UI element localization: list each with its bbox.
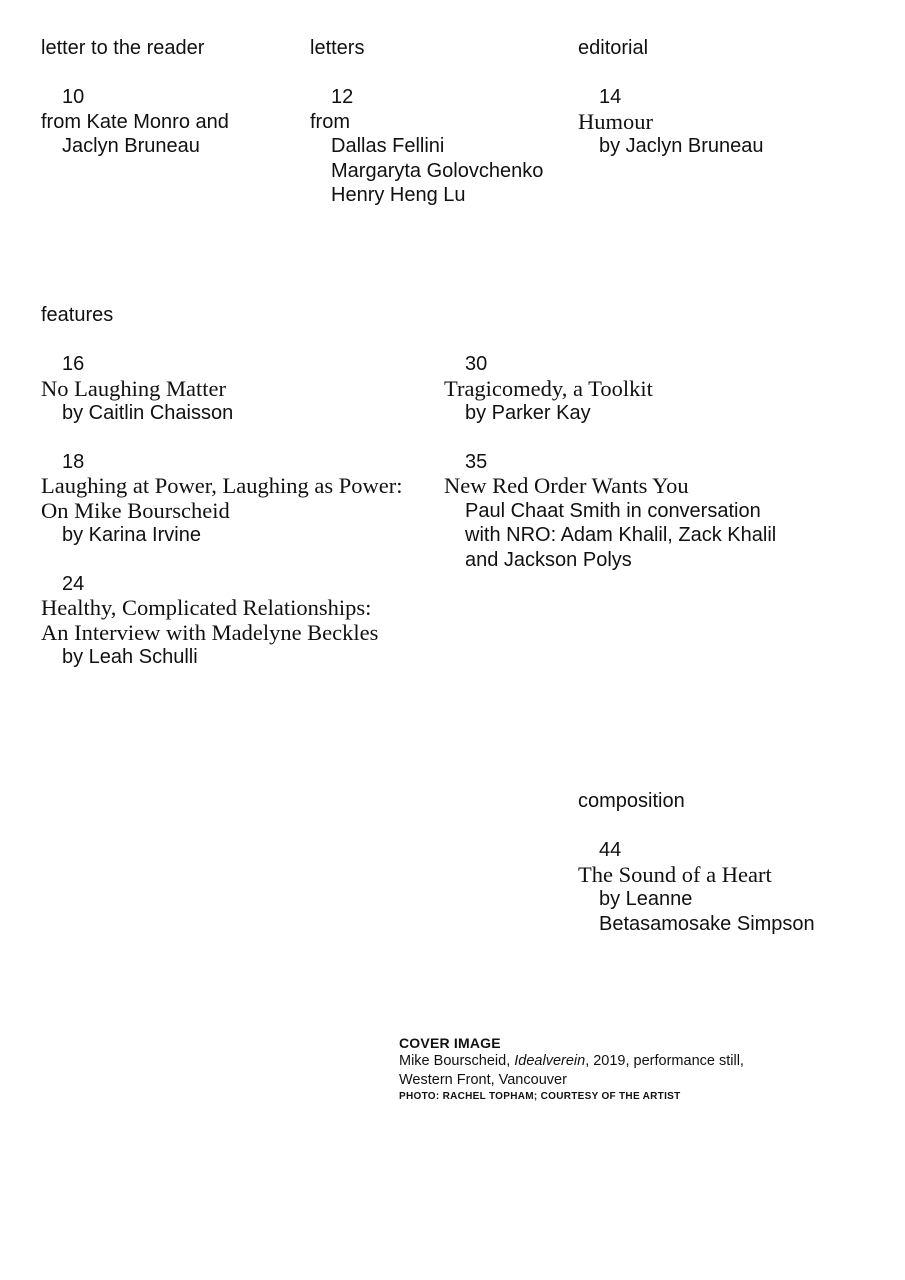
page-number: 14 [599,86,622,108]
entry-byline: by Leanne [599,888,693,910]
page-number: 12 [331,86,354,108]
page-number: 18 [62,450,85,473]
section-heading: letters [310,37,365,59]
caption-work-title: Idealverein [514,1053,586,1069]
section-heading: editorial [578,37,649,59]
features-right-column [444,352,776,572]
entry-byline: from Kate Monro and [41,110,229,133]
page-number: 30 [465,353,488,375]
section-heading: letter to the reader [41,37,205,59]
section-heading: features [41,304,114,326]
entry-title: The Sound of a Heart [578,861,772,887]
letter-to-reader-section [41,36,229,159]
letter-author: Dallas Fellini [331,135,445,157]
letter-author: Henry Heng Lu [331,184,466,206]
page-number: 16 [62,353,85,375]
caption-artist: Mike Bourscheid [399,1053,507,1069]
entry-byline: by Jaclyn Bruneau [599,135,764,157]
caption-work-details: , 2019, performance still, [585,1053,744,1069]
page-number: 10 [62,86,85,108]
page-number: 44 [599,839,622,861]
caption-details: Mike Bourscheid, Idealverein, 2019, performance still, [399,1053,744,1069]
from-label: from [310,110,350,133]
entry-byline: and Jackson Polys [465,548,632,571]
cover-image-caption [399,1034,744,1105]
entry-title: Tragicomedy, a Toolkit [444,375,653,401]
letter-author: Margaryta Golovchenko [331,159,544,182]
section-heading: composition [578,790,685,812]
entry-title: No Laughing Matter [41,375,226,401]
entry-byline: by Leah Schulli [62,646,198,668]
entry-byline: Paul Chaat Smith in conversation [465,499,761,522]
entry-title: Humour [578,108,653,134]
entry-byline: by Karina Irvine [62,524,201,546]
feature-entry [41,572,403,670]
entry-title: An Interview with Madelyne Beckles [41,619,379,645]
letters-section [310,36,543,208]
entry-byline: by Caitlin Chaisson [62,402,234,424]
feature-entry [41,450,403,548]
entry-byline: by Parker Kay [465,402,591,424]
composition-section [578,789,815,936]
caption-heading: COVER IMAGE [399,1035,501,1051]
entry-title: Laughing at Power, Laughing as Power: [41,473,403,498]
caption-location: Western Front, Vancouver [399,1071,567,1088]
entry-title: Healthy, Complicated Relationships: [41,595,372,620]
entry-byline: with NRO: Adam Khalil, Zack Khalil [465,524,777,546]
page-number: 35 [465,450,488,473]
feature-entry [444,352,776,426]
entry-byline: Betasamosake Simpson [599,912,815,935]
caption-credit: PHOTO: RACHEL TOPHAM; COURTESY OF THE ARTIST [399,1091,681,1102]
features-section [41,303,403,670]
editorial-section [578,36,764,159]
feature-entry [444,450,776,573]
entry-title: New Red Order Wants You [444,473,689,498]
entry-byline: Jaclyn Bruneau [62,135,200,157]
entry-title: On Mike Bourscheid [41,497,230,523]
feature-entry [41,352,403,426]
page-number: 24 [62,572,85,595]
